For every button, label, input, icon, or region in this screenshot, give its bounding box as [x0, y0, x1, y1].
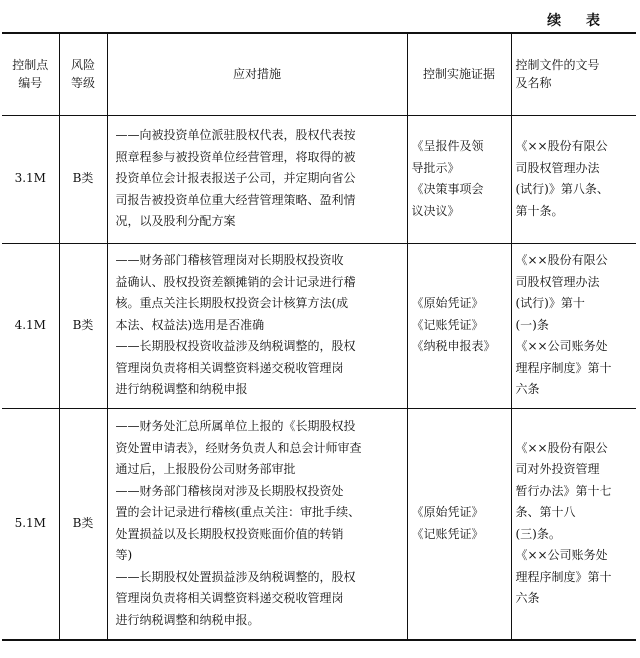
cell-line: 《记账凭证》 [411, 526, 484, 541]
docs-cell [511, 115, 636, 243]
cell-line: 进行纳税调整和纳税申报。 [115, 612, 260, 627]
header-risk: 风险 等级 [59, 33, 107, 115]
control-table [2, 32, 636, 641]
cell-line: 六条 [515, 591, 540, 606]
cell-line: 《原始凭证》 [411, 505, 484, 520]
cell-line: (三)条。 [515, 526, 561, 541]
control-code: 3.1M [2, 115, 59, 243]
header-measures: 应对措施 [107, 33, 407, 115]
measures-cell [107, 243, 407, 408]
table-row [2, 115, 636, 243]
table-row [2, 408, 636, 640]
control-code: 4.1M [2, 243, 59, 408]
cell-line: 司股权管理办法 [515, 160, 600, 175]
cell-line: 暂行办法》第十七 [515, 483, 612, 498]
cell-line: 司对外投资管理 [515, 462, 600, 477]
cell-line: 议决议》 [411, 203, 460, 218]
docs-cell [511, 408, 636, 640]
cell-line: 本法、权益法)选用是否准确 [115, 317, 265, 332]
cell-line: ——长期股权投资收益涉及纳税调整的，股权 [115, 339, 356, 354]
cell-line: 第十条。 [515, 203, 564, 218]
cell-line: 《纳税申报表》 [411, 339, 496, 354]
cell-line: 管理岗负责将相关调整资料递交税收管理岗 [115, 591, 344, 606]
cell-line: 《决策事项会 [411, 182, 484, 196]
cell-line: 条、第十八 [515, 505, 576, 520]
risk-level: B类 [59, 115, 107, 243]
cell-line: 理程序制度》第十 [515, 360, 612, 375]
cell-line: (试行)》第八条、 [515, 182, 609, 196]
risk-level: B类 [59, 243, 107, 408]
cell-line: 《呈报件及领 [411, 139, 484, 153]
cell-line: ——长期股权处置损益涉及纳税调整的，股权 [115, 569, 356, 584]
cell-line: (一)条 [515, 317, 549, 332]
cell-line: 《××公司账务处 [515, 548, 608, 563]
cell-line: 《××股份有限公 [515, 440, 608, 455]
table-row [2, 243, 636, 408]
continued-label: 续 表 [547, 13, 610, 29]
control-code: 5.1M [2, 408, 59, 640]
cell-line: ——财务部门稽核岗对涉及长期股权投资处 [115, 483, 344, 498]
cell-line: 《记账凭证》 [411, 317, 484, 332]
cell-line: 《××公司账务处 [515, 339, 608, 354]
cell-line: 投资单位会计报表报送子公司，并定期向省公 [115, 171, 356, 186]
cell-line: 照章程参与被投资单位经营管理，将取得的被 [115, 149, 356, 164]
cell-line: (试行)》第十 [515, 296, 585, 311]
measures-cell [107, 115, 407, 243]
measures-cell [107, 408, 407, 640]
cell-line: 通过后，上报股份公司财务部审批 [115, 462, 296, 477]
cell-line: 管理岗负责将相关调整资料递交税收管理岗 [115, 360, 344, 375]
cell-line: 益确认、股权投资差额摊销的会计记录进行稽 [115, 274, 356, 289]
cell-line: 资处置申请表》，经财务负责人和总会计师审查 [115, 440, 362, 455]
risk-level: B类 [59, 408, 107, 640]
cell-line: 《××股份有限公 [515, 253, 608, 268]
cell-line: 《原始凭证》 [411, 296, 484, 311]
cell-line: ——向被投资单位派驻股权代表，股权代表按 [115, 128, 356, 143]
header-docs: 控制文件的文号 及名称 [511, 33, 636, 115]
cell-line: 况，以及股利分配方案 [115, 214, 236, 229]
docs-cell [511, 243, 636, 408]
header-evidence: 控制实施证据 [407, 33, 511, 115]
cell-line: 进行纳税调整和纳税申报 [115, 382, 248, 397]
header-row [2, 33, 636, 115]
cell-line: 核。重点关注长期股权投资会计核算方法(成 [115, 296, 349, 311]
cell-line: ——财务部门稽核管理岗对长期股权投资收 [115, 253, 344, 268]
evidence-cell [407, 115, 511, 243]
cell-line: 六条 [515, 382, 540, 397]
cell-line: 司股权管理办法 [515, 274, 600, 289]
cell-line: 导批示》 [411, 160, 460, 175]
cell-line: 理程序制度》第十 [515, 569, 612, 584]
evidence-cell [407, 243, 511, 408]
cell-line: 等) [115, 548, 133, 563]
evidence-cell [407, 408, 511, 640]
header-code: 控制点 编号 [2, 33, 59, 115]
cell-line: ——财务处汇总所属单位上报的《长期股权投 [115, 419, 356, 434]
cell-line: 置的会计记录进行稽核(重点关注：审批手续、 [115, 505, 361, 520]
cell-line: 《××股份有限公 [515, 139, 608, 153]
cell-line: 司报告被投资单位重大经营管理策略、盈利情 [115, 192, 356, 207]
cell-line: 处置损益以及长期股权投资账面价值的转销 [115, 526, 344, 541]
